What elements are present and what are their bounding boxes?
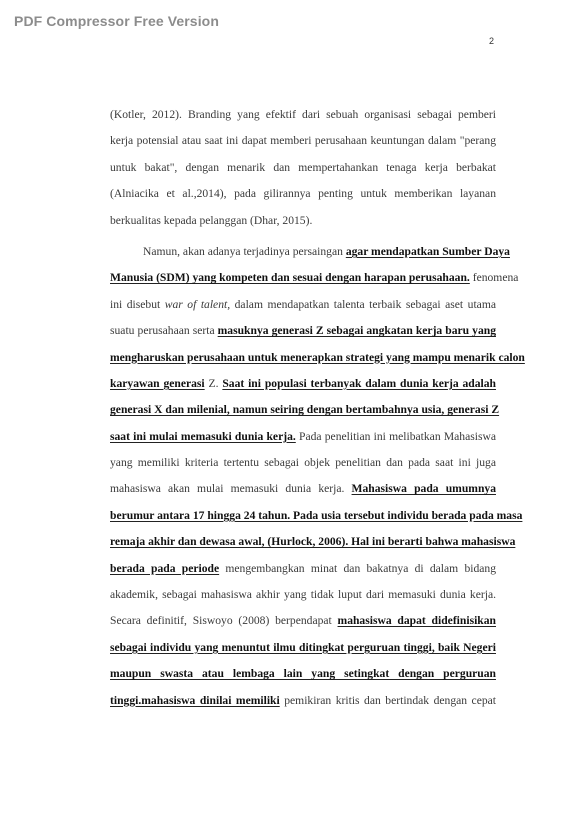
- text-line: [110, 424, 496, 450]
- text-segment: Secara definitif, Siswoyo (2008) berpendapat: [110, 614, 338, 628]
- text-segment: fenomena: [469, 271, 519, 285]
- highlighted-text: generasi X dan milenial, namun seiring dengan bertambahnya usia, generasi Z: [110, 403, 500, 417]
- text-segment: akademik, sebagai mahasiswa akhir yang tidak luput dari memasuki dunia kerja.: [110, 588, 496, 602]
- text-segment: pemikiran kritis dan bertindak dengan cepat: [279, 693, 497, 707]
- page-number: 2: [489, 36, 495, 46]
- text-line: [110, 503, 523, 529]
- highlighted-text: berumur antara 17 hingga 24 tahun. Pada usia tersebut individu berada pada masa: [110, 508, 523, 522]
- text-line: [110, 476, 496, 502]
- text-line: [110, 128, 496, 154]
- text-segment: (Kotler, 2012). Branding yang efektif dari sebuah organisasi sebagai pemberi: [110, 108, 496, 121]
- highlighted-text: agar mendapatkan Sumber Daya: [345, 244, 510, 258]
- highlighted-text: Manusia (SDM) yang kompeten dan sesuai dengan harapan perusahaan.: [110, 271, 470, 285]
- text-segment: yang memiliki kriteria tertentu sebagai objek penelitian dan pada saat ini juga: [110, 456, 496, 470]
- highlighted-text: sebagai individu yang menuntut ilmu ditingkat perguruan tinggi, baik Negeri: [110, 640, 496, 654]
- text-line: [110, 450, 496, 476]
- text-segment: untuk bakat", dengan menarik dan mempertahankan tenaga kerja berbakat: [110, 160, 496, 174]
- text-line: [110, 181, 496, 207]
- highlighted-text: maupun swasta atau lembaga lain yang setingkat dengan perguruan: [110, 667, 496, 681]
- text-segment: mengembangkan minat dan bakatnya di dalam bidang: [219, 561, 496, 575]
- paragraph: [110, 102, 496, 234]
- highlighted-text: Mahasiswa pada umumnya: [351, 482, 496, 496]
- text-segment: suatu perusahaan serta: [110, 324, 218, 338]
- highlighted-text: Saat ini populasi terbanyak dalam dunia kerja adalah: [222, 376, 497, 390]
- watermark-label: PDF Compressor Free Version: [14, 13, 219, 29]
- text-segment: ini disebut: [110, 297, 165, 311]
- text-line: [110, 345, 525, 371]
- text-line: [110, 371, 496, 397]
- text-line: [110, 582, 496, 608]
- highlighted-text: karyawan generasi: [110, 376, 205, 390]
- text-segment: berkualitas kepada pelanggan (Dhar, 2015).: [110, 213, 313, 227]
- text-line: [110, 556, 496, 582]
- document-body: [110, 102, 525, 714]
- highlighted-text: tinggi.mahasiswa dinilai memiliki: [110, 693, 280, 707]
- text-segment: dalam mendapatkan talenta terbaik sebagai aset utama: [230, 297, 496, 311]
- paragraph: [110, 239, 525, 714]
- text-line: [110, 318, 496, 344]
- text-segment: Z.: [204, 376, 223, 390]
- text-line: [110, 155, 496, 181]
- text-line: [110, 208, 496, 234]
- text-segment: (Alniacika et al.,2014), pada gilirannya penting untuk memberikan layanan: [110, 187, 496, 201]
- highlighted-text: mahasiswa dapat didefinisikan: [337, 614, 496, 628]
- text-segment: Pada penelitian ini melibatkan Mahasiswa: [295, 429, 496, 443]
- text-segment: mahasiswa akan mulai memasuki dunia kerja.: [110, 482, 352, 496]
- highlighted-text: remaja akhir dan dewasa awal, (Hurlock, 2006). Hal ini berarti bahwa mahasiswa: [110, 535, 516, 549]
- text-segment: Namun, akan adanya terjadinya persaingan: [143, 244, 346, 258]
- highlighted-text: mengharuskan perusahaan untuk menerapkan strategi yang mampu menarik calon: [110, 350, 525, 364]
- italic-text: war of talent,: [164, 297, 231, 311]
- highlighted-text: masuknya generasi Z sebagai angkatan kerja baru yang: [217, 324, 496, 338]
- text-line: [110, 661, 496, 687]
- highlighted-text: berada pada periode: [110, 561, 220, 575]
- text-line: [110, 608, 496, 634]
- text-line: [110, 529, 516, 555]
- text-line: [110, 265, 519, 291]
- text-line: [110, 292, 496, 318]
- text-line: [110, 102, 496, 128]
- highlighted-text: saat ini mulai memasuki dunia kerja.: [110, 429, 296, 443]
- text-line: [110, 397, 500, 423]
- text-line: [110, 688, 496, 714]
- text-line: [110, 635, 496, 661]
- text-line: [110, 239, 510, 265]
- text-segment: kerja potensial atau saat ini dapat memberi perusahaan keuntungan dalam "perang: [110, 134, 496, 148]
